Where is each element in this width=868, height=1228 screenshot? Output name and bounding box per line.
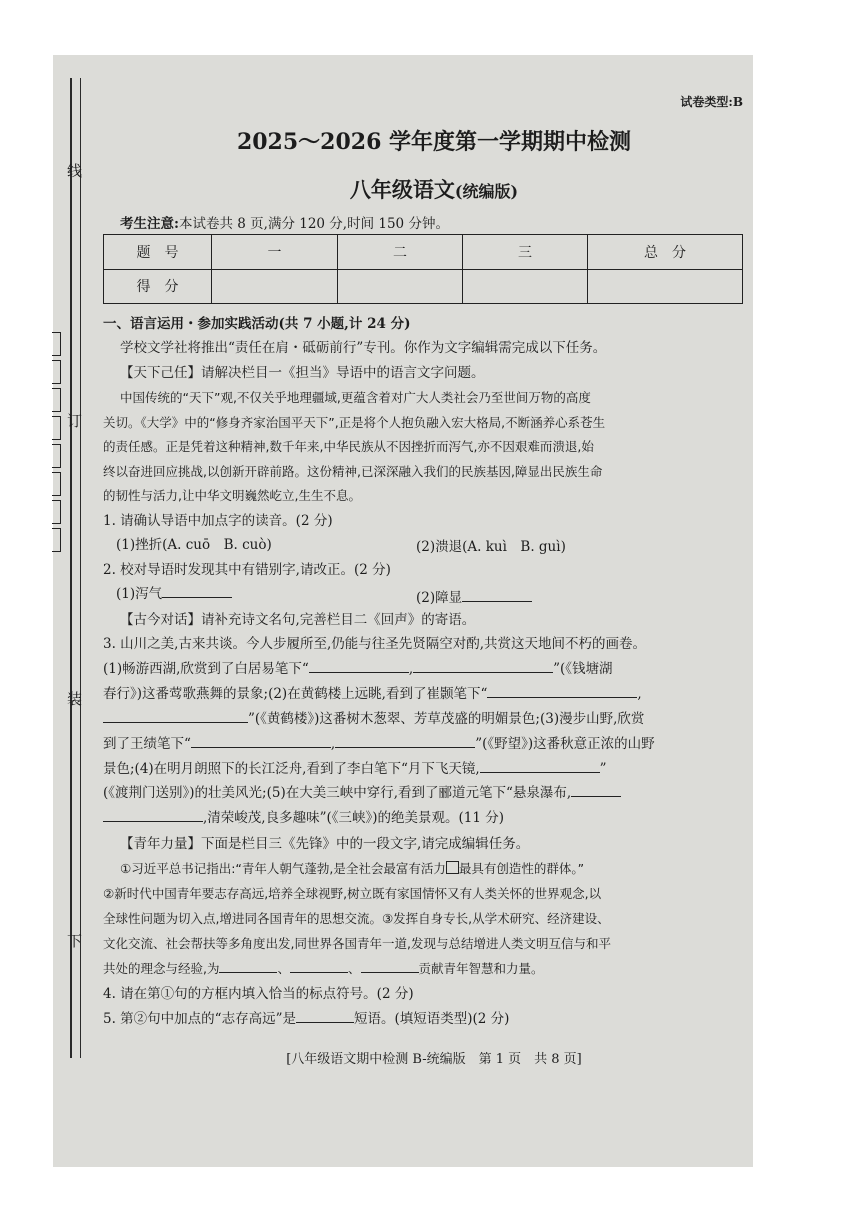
- question-2: 2. 校对导语时发现其中有错别字,请改正。(2 分): [103, 562, 391, 578]
- score-header-label: 题 号: [104, 235, 212, 270]
- page-footer: [八年级语文期中检测 B-统编版 第 1 页 共 8 页]: [286, 1052, 582, 1067]
- passage-line: 文化交流、社会帮扶等多角度出发,同世界各国青年一道,发现与总结增进人类文明互信与和平: [103, 936, 611, 951]
- q2b-label: (2)障显: [416, 590, 463, 606]
- q3-text: 到了王绩笔下“: [103, 736, 191, 752]
- q3-text: (《渡荆门送别》)的壮美风光;(5)在大美三峡中穿行,看到了郦道元笔下“悬泉瀑布,: [103, 785, 572, 801]
- question-2-item-a: [116, 583, 336, 605]
- passage-line: 全球性问题为切入点,增进同各国青年的思想交流。③发挥自身专长,从学术研究、经济建设、: [103, 911, 610, 926]
- passage-text: 贡献青年智慧和力量。: [418, 961, 544, 976]
- passage-line: 的责任感。正是凭着这种精神,数千年来,中华民族从不因挫折而泻气,亦不因艰难而溃退,始: [103, 439, 594, 454]
- answer-blank[interactable]: [309, 658, 409, 673]
- q3-text: 景色;(4)在明月朗照下的长江泛舟,看到了李白笔下“月下飞天镜,: [103, 761, 480, 777]
- task-heading: 【天下己任】请解决栏目一《担当》导语中的语言文字问题。: [120, 365, 485, 381]
- binding-line-inner: [80, 78, 81, 1058]
- q3-text: ”(《野望》)这番秋意正浓的山野: [475, 736, 655, 752]
- binding-box: [52, 332, 61, 356]
- binding-box: [52, 416, 61, 440]
- question-3-line: [103, 708, 748, 730]
- question-5: [103, 1008, 748, 1030]
- answer-blank[interactable]: [103, 807, 203, 822]
- task-heading: 【古今对话】请补充诗文名句,完善栏目二《回声》的寄语。: [120, 612, 476, 628]
- binding-char-ding: 订: [67, 412, 83, 430]
- question-3-line: [103, 782, 748, 804]
- question-3-line: 春行》)这番莺歌燕舞的景象;(2)在黄鹤楼上远眺,看到了崔颢笔下“ ,: [103, 683, 748, 705]
- binding-box: [52, 360, 61, 384]
- passage-line: 关切。《大学》中的“修身齐家治国平天下”,正是将个人抱负融入宏大格局,不断涵养心系苍生: [103, 415, 606, 430]
- answer-blank[interactable]: [191, 733, 331, 748]
- subject-name: 八年级语文: [349, 177, 455, 202]
- passage-line: 中国传统的“天下”观,不仅关乎地理疆域,更蕴含着对广大人类社会乃至世间万物的高度: [120, 390, 591, 405]
- binding-box: [52, 528, 61, 552]
- passage-line: [103, 958, 748, 980]
- passage-text: 共处的理念与经验,为: [103, 961, 220, 976]
- answer-blank[interactable]: [571, 782, 621, 797]
- exam-title: 2025～2026 学年度第一学期期中检测: [236, 129, 632, 155]
- q5-text: 5. 第②句中加点的“志存高远”是: [103, 1011, 296, 1027]
- passage-line: [120, 858, 765, 880]
- answer-blank[interactable]: [290, 958, 348, 973]
- binding-line: [70, 78, 72, 1058]
- passage-text: ①习近平总书记指出:“青年人朝气蓬勃,是全社会最富有活力: [120, 861, 446, 876]
- score-cell[interactable]: [463, 269, 588, 304]
- paper-type: 试卷类型:B: [680, 95, 743, 109]
- answer-blank[interactable]: [219, 958, 277, 973]
- score-cell[interactable]: [338, 269, 463, 304]
- question-2-item-b: [416, 587, 636, 609]
- q2a-label: (1)泻气: [116, 586, 163, 602]
- punctuation-box[interactable]: [446, 861, 459, 874]
- answer-blank[interactable]: [162, 583, 232, 598]
- binding-box: [52, 472, 61, 496]
- score-header-section1: 一: [212, 235, 338, 270]
- answer-blank[interactable]: [296, 1008, 354, 1023]
- q3-text: ”(《钱塘湖: [553, 661, 613, 677]
- q3-text: ,清荣峻茂,良多趣味”(《三峡》)的绝美景观。(11 分): [203, 810, 505, 826]
- answer-blank[interactable]: [335, 733, 475, 748]
- exam-subject: [0, 174, 868, 204]
- answer-blank[interactable]: [361, 958, 419, 973]
- question-3-line: [103, 758, 748, 780]
- score-cell[interactable]: [212, 269, 338, 304]
- answer-blank[interactable]: [103, 708, 248, 723]
- score-row-label: 得 分: [104, 269, 212, 304]
- question-3-line: 到了王绩笔下“ , ”(《野望》)这番秋意正浓的山野: [103, 733, 748, 755]
- task-heading: 【青年力量】下面是栏目三《先锋》中的一段文字,请完成编辑任务。: [120, 836, 530, 852]
- binding-box: [52, 388, 61, 412]
- passage-line: ②新时代中国青年要志存高远,培养全球视野,树立既有家国情怀又有人类关怀的世界观念,以: [103, 886, 602, 901]
- notice-label: 考生注意:: [120, 216, 179, 232]
- score-cell[interactable]: [588, 269, 743, 304]
- passage-line: 终以奋进回应挑战,以创新开辟前路。这份精神,已深深融入我们的民族基因,障显出民族生命: [103, 464, 603, 479]
- binding-char-line: 线: [67, 162, 83, 180]
- q3-text: ”: [599, 761, 607, 777]
- exam-notice: [120, 212, 449, 232]
- section-intro: 学校文学社将推出“责任在肩・砥砺前行”专刊。你作为文字编辑需完成以下任务。: [120, 340, 607, 356]
- q5-text: 短语。(填短语类型)(2 分): [353, 1011, 510, 1027]
- edition-label: (统编版): [454, 182, 519, 201]
- score-table: [103, 234, 743, 304]
- passage-text: 、: [348, 961, 361, 976]
- question-3-line: 3. 山川之美,古来共谈。今人步履所至,仍能与往圣先贤隔空对酌,共赏这天地间不朽的画卷。: [103, 636, 647, 652]
- question-3-line: [103, 807, 748, 829]
- binding-char-zhuang: 装: [67, 690, 83, 708]
- question-4: 4. 请在第①句的方框内填入恰当的标点符号。(2 分): [103, 986, 414, 1002]
- answer-blank[interactable]: [480, 758, 600, 773]
- passage-text: 、: [277, 961, 290, 976]
- binding-box: [52, 444, 61, 468]
- question-3-line: (1)畅游西湖,欣赏到了白居易笔下“ , ”(《钱塘湖: [103, 658, 748, 680]
- answer-blank[interactable]: [487, 683, 637, 698]
- section-heading: 一、语言运用・参加实践活动(共 7 小题,计 24 分): [103, 316, 411, 332]
- q3-text: 春行》)这番莺歌燕舞的景象;(2)在黄鹤楼上远眺,看到了崔颢笔下“: [103, 686, 488, 702]
- q3-text: (1)畅游西湖,欣赏到了白居易笔下“: [103, 661, 309, 677]
- question-1-option-b: (2)溃退(A. kuì B. guì): [416, 539, 566, 555]
- score-header-total: 总 分: [588, 235, 743, 270]
- passage-line: 的韧性与活力,让中华文明巍然屹立,生生不息。: [103, 488, 361, 503]
- binding-char-xia: 下: [67, 932, 83, 950]
- binding-box: [52, 500, 61, 524]
- passage-text: 最具有创造性的群体。”: [458, 861, 585, 876]
- score-header-section2: 二: [338, 235, 463, 270]
- question-1-option-a: (1)挫折(A. cuō B. cuò): [116, 537, 272, 553]
- answer-blank[interactable]: [462, 587, 532, 602]
- score-header-section3: 三: [463, 235, 588, 270]
- notice-text: 本试卷共 8 页,满分 120 分,时间 150 分钟。: [178, 216, 449, 232]
- q3-text: ”(《黄鹤楼》)这番树木葱翠、芳草茂盛的明媚景色;(3)漫步山野,欣赏: [248, 711, 645, 727]
- question-1: 1. 请确认导语中加点字的读音。(2 分): [103, 513, 333, 529]
- answer-blank[interactable]: [413, 658, 553, 673]
